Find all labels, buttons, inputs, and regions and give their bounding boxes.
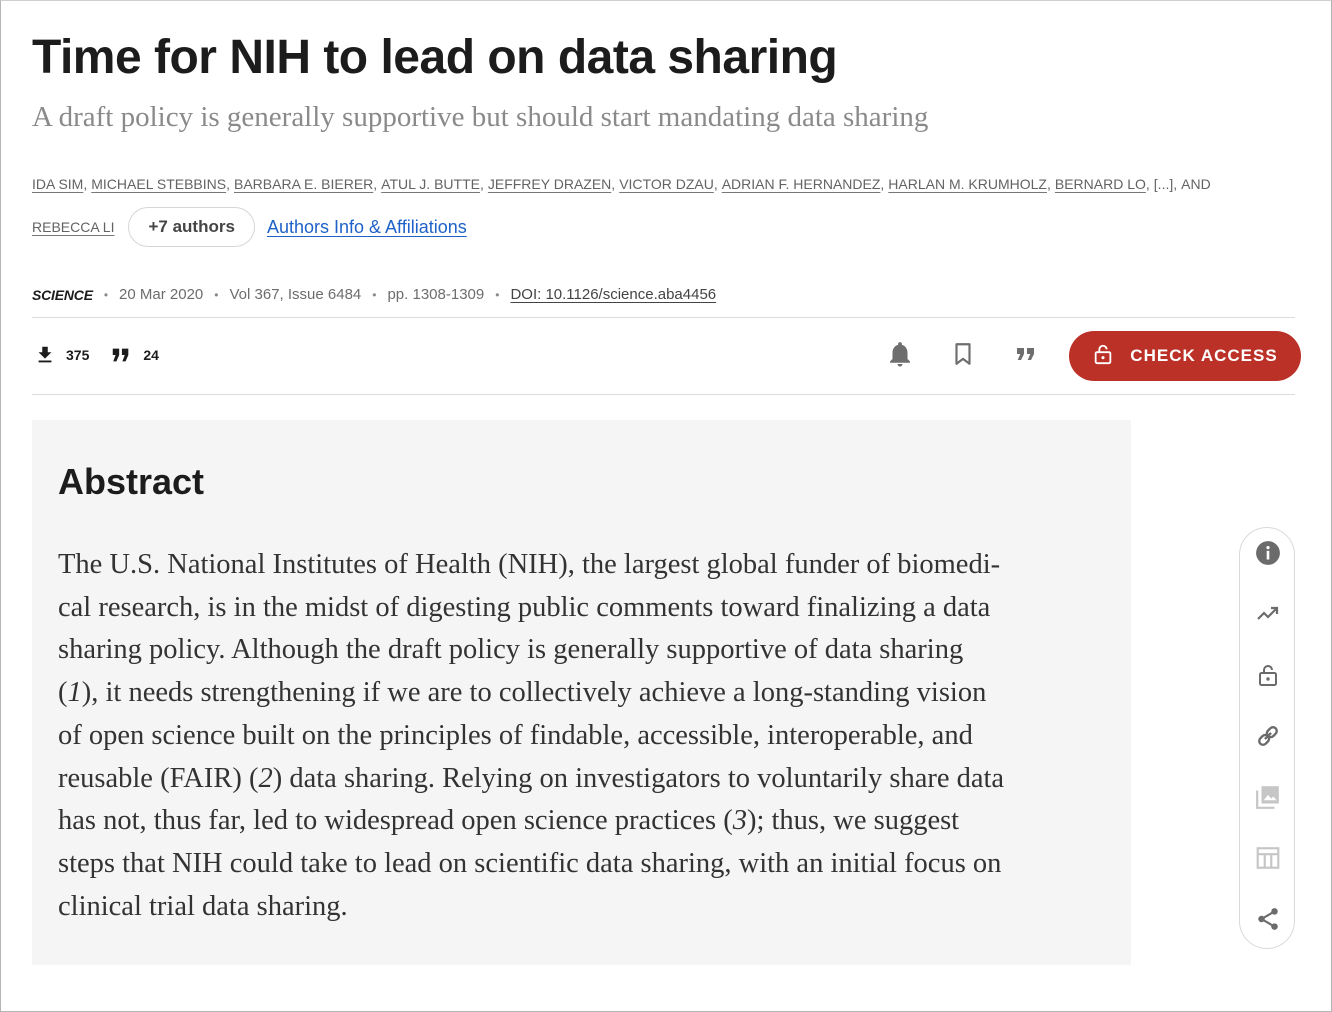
divider	[32, 317, 1295, 318]
article-metrics	[34, 344, 179, 366]
author-link[interactable]: ADRIAN F. HERNANDEZ	[721, 176, 881, 192]
abstract-line	[58, 629, 1118, 672]
abstract-text-segment: of open science built on the principles of findable, accessible, interoperable, and	[58, 719, 973, 751]
publication-date: 20 Mar 2020	[119, 286, 204, 303]
expand-authors-ellipsis[interactable]: [...]	[1153, 176, 1174, 192]
copy-link-button[interactable]	[1254, 724, 1282, 752]
reference-link[interactable]: 3	[732, 805, 747, 837]
abstract-text-segment: ), it needs strengthening if we are to collectively achieve a long-standing vision	[81, 677, 987, 709]
abstract-section	[32, 420, 1131, 965]
author-row-2	[32, 207, 467, 247]
article-title: Time for NIH to lead on data sharing	[32, 31, 838, 84]
abstract-text-segment: steps that NIH could take to lead on scientific data sharing, with an initial focus on	[58, 847, 1002, 879]
author-separator: ,	[880, 176, 885, 192]
abstract-line	[58, 886, 1118, 929]
doi-link[interactable]: DOI: 10.1126/science.aba4456	[510, 286, 717, 303]
abstract-line	[58, 758, 1118, 801]
alert-button[interactable]	[880, 336, 920, 376]
download-count: 375	[66, 347, 90, 363]
abstract-text-segment: The U.S. National Institutes of Health (NIH), the largest global funder of biomedi-	[58, 549, 1001, 580]
abstract-line	[58, 843, 1118, 886]
author-link[interactable]: BARBARA E. BIERER	[234, 176, 374, 192]
author-separator: ,	[226, 176, 230, 192]
abstract-text-segment: clinical trial data sharing.	[58, 890, 348, 922]
abstract-text-segment: (	[58, 677, 68, 709]
abstract-text-segment: has not, thus far, led to widespread open science practices (	[58, 805, 733, 837]
info-icon	[1255, 540, 1281, 571]
side-toolbar	[1239, 527, 1295, 949]
author-link[interactable]: HARLAN M. KRUMHOLZ	[888, 176, 1047, 192]
access-button[interactable]	[1254, 663, 1282, 691]
images-icon	[1255, 784, 1281, 815]
author-and: AND	[1181, 176, 1211, 192]
author-list	[32, 174, 1292, 237]
lock-open-icon	[1092, 342, 1130, 371]
link-icon	[1255, 723, 1281, 754]
author-separator: ,	[1145, 176, 1150, 192]
abstract-line	[58, 672, 1118, 715]
meta-separator: •	[372, 287, 377, 302]
share-icon	[1255, 906, 1281, 937]
metrics-button[interactable]	[1254, 602, 1282, 630]
publication-meta	[32, 286, 716, 303]
abstract-text-segment: cal research, is in the midst of digesting public comments toward finalizing a data	[58, 591, 991, 623]
author-separator: ,	[611, 176, 616, 192]
meta-separator: •	[103, 287, 109, 302]
author-separator: ,	[1173, 176, 1178, 192]
check-access-button[interactable]	[1069, 331, 1301, 381]
author-link[interactable]: MICHAEL STEBBINS	[91, 176, 227, 192]
volume-issue: Vol 367, Issue 6484	[229, 286, 362, 303]
author-row	[32, 174, 1292, 194]
abstract-text-segment: ) data sharing. Relying on investigators to voluntarily share data	[272, 762, 1005, 794]
table-icon	[1255, 845, 1281, 876]
lock-open-icon	[1256, 661, 1280, 694]
abstract-line	[58, 587, 1118, 630]
journal-name: SCIENCE	[32, 286, 93, 303]
citation-count: 24	[143, 347, 159, 363]
abstract-heading: Abstract	[58, 461, 205, 502]
quote-icon	[1013, 342, 1039, 371]
author-separator: ,	[373, 176, 378, 192]
trending-icon	[1254, 602, 1282, 631]
abstract-text-segment: sharing policy. Although the draft policy is generally supportive of data sharing	[58, 634, 964, 666]
more-authors-button[interactable]: +7 authors	[128, 207, 254, 247]
abstract-line	[58, 800, 1118, 843]
author-link[interactable]: BERNARD LO	[1054, 176, 1146, 192]
tables-button[interactable]	[1254, 846, 1282, 874]
author-separator: ,	[479, 176, 484, 192]
author-link[interactable]: VICTOR DZAU	[619, 176, 714, 192]
abstract-line	[58, 544, 1118, 587]
article-actions	[880, 331, 1301, 381]
author-link[interactable]: REBECCA LI	[32, 219, 115, 235]
bookmark-icon	[950, 339, 976, 374]
info-button[interactable]	[1254, 541, 1282, 569]
share-button[interactable]	[1254, 907, 1282, 935]
author-link[interactable]: IDA SIM	[32, 176, 84, 192]
figures-button[interactable]	[1254, 785, 1282, 813]
author-separator: ,	[713, 176, 718, 192]
reference-link[interactable]: 2	[258, 762, 273, 794]
abstract-text	[58, 544, 1118, 928]
meta-separator: •	[214, 287, 219, 302]
authors-affiliations-link[interactable]: Authors Info & Affiliations	[266, 217, 467, 237]
reference-link[interactable]: 1	[67, 677, 82, 709]
download-icon	[34, 344, 56, 366]
quote-icon	[109, 344, 133, 366]
page-range: pp. 1308-1309	[387, 286, 485, 303]
bookmark-button[interactable]	[943, 336, 983, 376]
abstract-text-segment: reusable (FAIR) (	[58, 762, 259, 794]
check-access-label: CHECK ACCESS	[1130, 346, 1278, 365]
meta-separator: •	[495, 287, 500, 302]
author-separator: ,	[83, 176, 88, 192]
bell-icon	[885, 338, 915, 375]
divider	[32, 394, 1295, 395]
abstract-text-segment: ); thus, we suggest	[746, 805, 960, 837]
abstract-line	[58, 715, 1118, 758]
author-link[interactable]: ATUL J. BUTTE	[381, 176, 480, 192]
author-separator: ,	[1046, 176, 1051, 192]
author-link[interactable]: JEFFREY DRAZEN	[487, 176, 612, 192]
cite-button[interactable]	[1006, 336, 1046, 376]
article-subtitle: A draft policy is generally supportive but should start mandating data sharing	[32, 101, 929, 133]
